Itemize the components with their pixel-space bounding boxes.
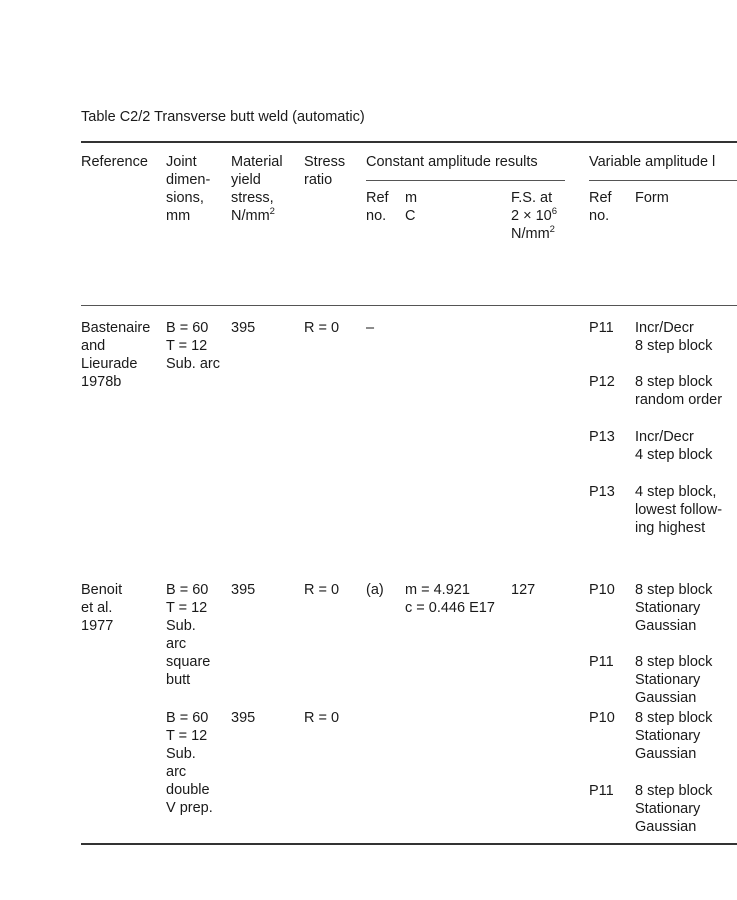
constant-group-rule xyxy=(366,180,565,181)
row2-var-form-2: 8 step block Stationary Gaussian xyxy=(635,654,713,706)
row3-var-ref-2: P11 xyxy=(589,783,614,799)
row1-stress: R = 0 xyxy=(304,320,340,336)
table-caption: Table C2/2 Transverse butt weld (automatic) xyxy=(81,109,365,125)
row3-material: 395 xyxy=(231,710,256,726)
header-reference: Reference xyxy=(81,154,148,170)
header-const-m: m C xyxy=(405,190,418,224)
header-var-ref: Ref no. xyxy=(589,190,612,224)
row1-var-form-2: 8 step block random order xyxy=(635,374,723,408)
row2-material: 395 xyxy=(231,582,256,598)
row2-const-ref: (a) xyxy=(366,582,384,598)
row1-var-ref-2: P12 xyxy=(589,374,615,390)
row2-var-form-1: 8 step block Stationary Gaussian xyxy=(635,582,713,634)
row1-var-form-1: Incr/Decr 8 step block xyxy=(635,320,713,354)
table-bottom-rule xyxy=(81,843,737,845)
header-variable-amplitude: Variable amplitude l xyxy=(589,154,716,170)
row1-var-ref-3: P13 xyxy=(589,429,615,445)
header-constant-amplitude: Constant amplitude results xyxy=(366,154,538,170)
table-top-rule xyxy=(81,141,737,143)
row2-const-fs: 127 xyxy=(511,582,536,598)
header-const-fs: F.S. at $2 \times 10^6$ $N/mm^2$ xyxy=(511,190,558,242)
row1-var-ref-4: P13 xyxy=(589,484,615,500)
header-joint: Joint dimen- sions, mm xyxy=(166,154,211,224)
row3-joint: B = 60 T = 12 Sub. arc double V prep. xyxy=(166,710,213,816)
row2-const-m: m = 4.921 c = 0.446 E17 xyxy=(405,582,495,616)
header-stress-ratio: Stress ratio xyxy=(304,154,346,188)
row1-material: 395 xyxy=(231,320,256,336)
row3-var-form-2: 8 step block Stationary Gaussian xyxy=(635,783,713,835)
header-bottom-rule xyxy=(81,305,737,306)
row1-reference: Bastenaire and Lieurade 1978b xyxy=(81,320,151,390)
row2-stress: R = 0 xyxy=(304,582,340,598)
row3-stress: R = 0 xyxy=(304,710,340,726)
row2-reference: Benoit et al. 1977 xyxy=(81,582,123,634)
row1-var-form-4: 4 step block, lowest follow- ing highest xyxy=(635,484,723,536)
row1-joint: B = 60 T = 12 Sub. arc xyxy=(166,320,220,372)
row1-var-form-3: Incr/Decr 4 step block xyxy=(635,429,713,463)
header-var-form: Form xyxy=(635,190,669,206)
header-material: Material yield stress, $N/mm^2$ xyxy=(231,154,283,224)
variable-group-rule xyxy=(589,180,737,181)
row2-joint: B = 60 T = 12 Sub. arc square butt xyxy=(166,582,211,688)
row3-var-form-1: 8 step block Stationary Gaussian xyxy=(635,710,713,762)
row3-var-ref-1: P10 xyxy=(589,710,615,726)
row2-var-ref-1: P10 xyxy=(589,582,615,598)
header-const-ref: Ref no. xyxy=(366,190,389,224)
row1-const-ref: – xyxy=(366,320,375,336)
row2-var-ref-2: P11 xyxy=(589,654,614,670)
row1-var-ref-1: P11 xyxy=(589,320,614,336)
